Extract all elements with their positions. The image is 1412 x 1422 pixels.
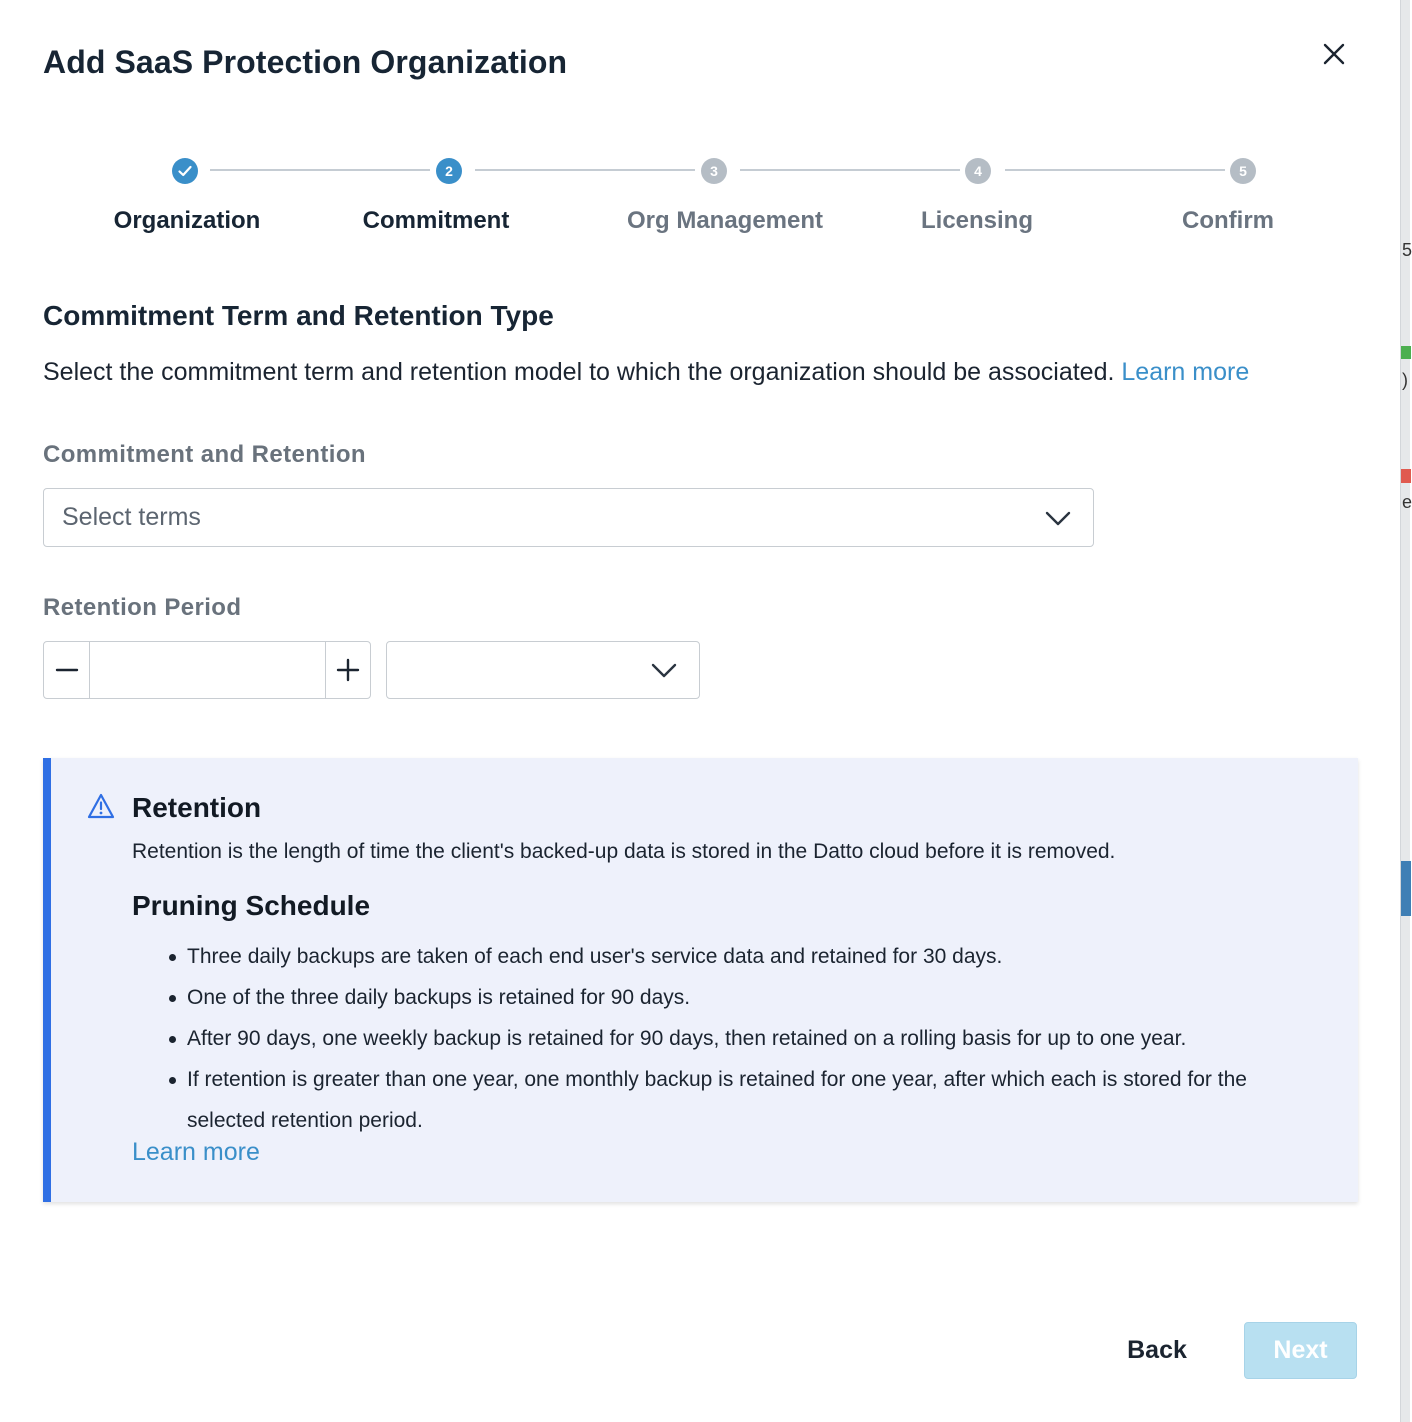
step-label-licensing: Licensing (920, 207, 1034, 234)
background-status-bar (1401, 346, 1411, 359)
close-icon (1323, 43, 1345, 65)
background-status-bar (1401, 469, 1411, 483)
commitment-field-label: Commitment and Retention (43, 441, 366, 468)
check-icon (178, 165, 192, 177)
plus-icon (337, 659, 359, 681)
decrement-button[interactable] (43, 641, 90, 699)
pruning-schedule-title: Pruning Schedule (132, 890, 371, 921)
step-2-indicator: 2 (436, 158, 462, 184)
step-connector (1005, 169, 1225, 171)
modal-title: Add SaaS Protection Organization (43, 44, 568, 80)
section-heading: Commitment Term and Retention Type (43, 300, 554, 331)
select-placeholder: Select terms (62, 503, 201, 531)
step-label-organization: Organization (113, 207, 261, 234)
background-content: 5 ) e (1400, 0, 1410, 1422)
retention-period-input[interactable] (89, 641, 326, 699)
list-item: One of the three daily backups is retained for 90 days. (187, 977, 1307, 1018)
list-item: If retention is greater than one year, one monthly backup is retained for one year, after which each is stored for the selected retention period. (187, 1059, 1307, 1141)
next-button[interactable]: Next (1244, 1322, 1357, 1379)
step-label-org-management: Org Management (626, 207, 824, 234)
step-connector (740, 169, 960, 171)
chevron-down-icon (651, 659, 677, 681)
chevron-down-icon (1045, 507, 1071, 529)
section-description (43, 358, 1249, 387)
info-learn-more-link[interactable]: Learn more (132, 1138, 260, 1166)
step-3-indicator: 3 (701, 158, 727, 184)
info-text: Retention is the length of time the client's backed-up data is stored in the Datto cloud before it is removed. (132, 840, 1116, 863)
step-5-indicator: 5 (1230, 158, 1256, 184)
commitment-select[interactable] (43, 488, 1094, 547)
step-4-indicator: 4 (965, 158, 991, 184)
step-1-indicator (172, 158, 198, 184)
retention-period-label: Retention Period (43, 594, 242, 621)
step-label-confirm: Confirm (1182, 207, 1274, 234)
step-connector (210, 169, 430, 171)
warning-triangle-icon (87, 793, 115, 819)
step-label-commitment: Commitment (362, 207, 510, 234)
increment-button[interactable] (325, 641, 371, 699)
step-connector (475, 169, 695, 171)
description-text: Select the commitment term and retention model to which the organization should be associated. (43, 358, 1115, 386)
close-button[interactable] (1318, 38, 1350, 70)
retention-info-panel (43, 758, 1358, 1202)
back-button[interactable]: Back (1127, 1335, 1187, 1364)
learn-more-link[interactable]: Learn more (1121, 358, 1250, 386)
background-button (1401, 861, 1411, 916)
minus-icon (56, 668, 78, 672)
retention-unit-select[interactable] (386, 641, 700, 699)
info-title: Retention (132, 792, 262, 823)
pruning-schedule-list (187, 936, 1307, 1141)
list-item: After 90 days, one weekly backup is retained for 90 days, then retained on a rolling basis for up to one year. (187, 1018, 1307, 1059)
list-item: Three daily backups are taken of each end user's service data and retained for 30 days. (187, 936, 1307, 977)
